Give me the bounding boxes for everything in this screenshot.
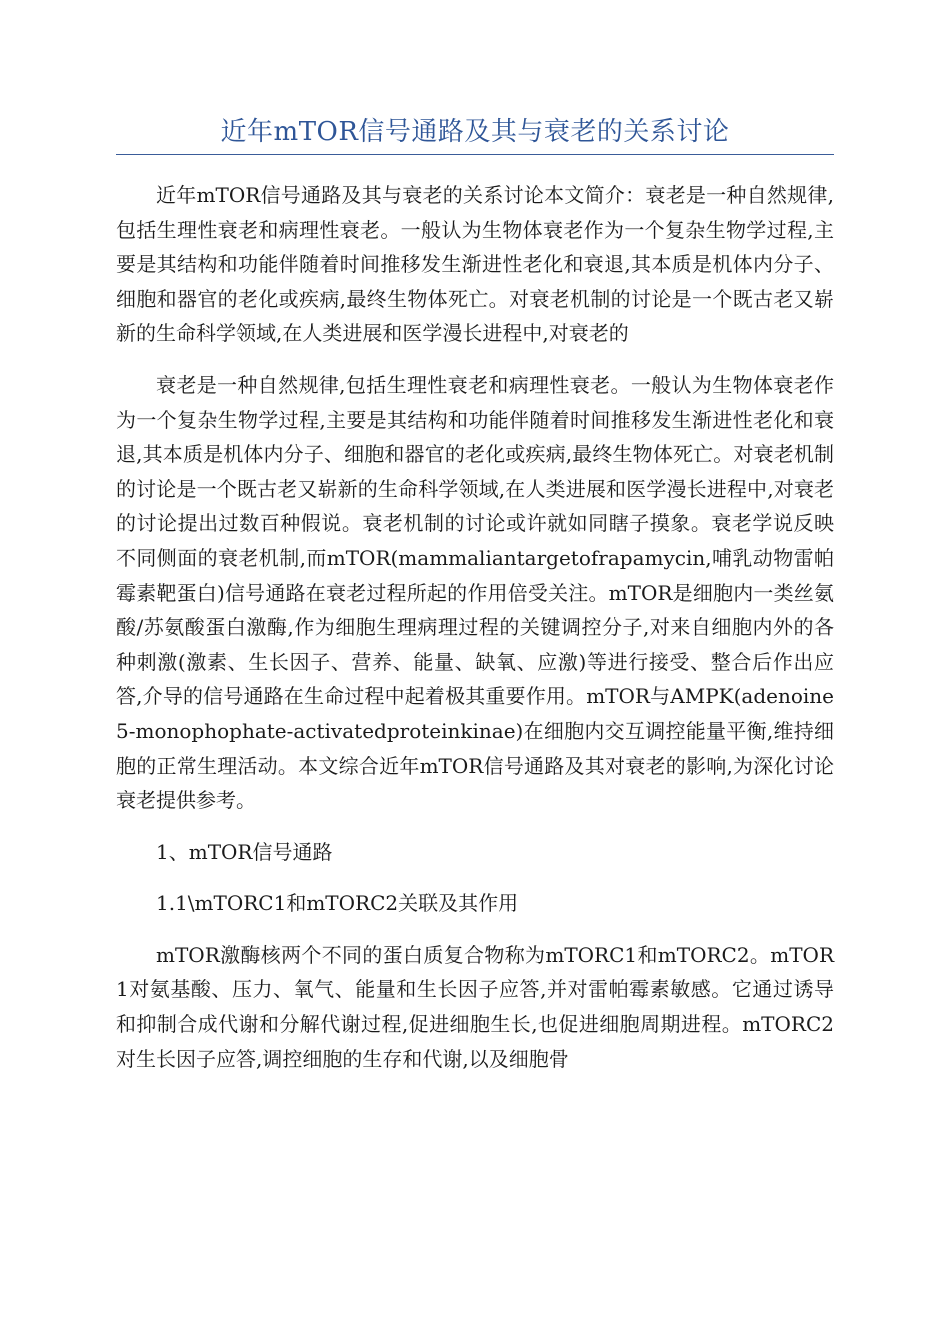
title-underline bbox=[116, 154, 834, 155]
subsection-heading: 1.1\mTORC1和mTORC2关联及其作用 bbox=[156, 891, 519, 916]
body-paragraph: 衰老是一种自然规律,包括生理性衰老和病理性衰老。一般认为生物体衰老作为一个复杂生物学过程,主要是其结构和功能伴随着时间推移发生渐进性老化和衰退,其本质是机体内分子、细胞和器官的老化或疾病,最终生物体死亡。对衰老机制的讨论是一个既古老又崭新的生命科学领域,在人类进展和医学漫长进程中,对衰老的讨论提出过数百种假说。衰老机制的讨论或许就如同瞎子摸象。衰老学说反映不同侧面的衰老机制,而mTOR(mammaliantargetofrapamycin,哺乳动物雷帕霉素靶蛋白)信号通路在衰老过程所起的作用倍受关注。mTOR是细胞内一类丝氨酸/苏氨酸蛋白激酶,作为细胞生理病理过程的关键调控分子,对来自细胞内外的各种刺激(激素、生长因子、营养、能量、缺氧、应激)等进行接受、整合后作出应答,介导的信号通路在生命过程中起着极其重要作用。mTOR与AMPK(adenoine5-monophophate-activatedproteinkinae)在细胞内交互调控能量平衡,维持细胞的正常生理活动。本文综合近年mTOR信号通路及其对衰老的影响,为深化讨论衰老提供参考。 bbox=[116, 372, 834, 813]
document-body bbox=[116, 178, 834, 1093]
section-heading: 1、mTOR信号通路 bbox=[156, 839, 333, 864]
document-title: 近年mTOR信号通路及其与衰老的关系讨论 bbox=[220, 117, 730, 147]
intro-paragraph: 近年mTOR信号通路及其与衰老的关系讨论本文简介：衰老是一种自然规律,包括生理性衰老和病理性衰老。一般认为生物体衰老作为一个复杂生物学过程,主要是其结构和功能伴随着时间推移发生渐进性老化和衰退,其本质是机体内分子、细胞和器官的老化或疾病,最终生物体死亡。对衰老机制的讨论是一个既古老又崭新的生命科学领域,在人类进展和医学漫长进程中,对衰老的 bbox=[116, 183, 834, 346]
body-paragraph-final: mTOR激酶核两个不同的蛋白质复合物称为mTORC1和mTORC2。mTOR1对氨基酸、压力、氧气、能量和生长因子应答,并对雷帕霉素敏感。它通过诱导和抑制合成代谢和分解代谢过程,促进细胞生长,也促进细胞周期进程。mTORC2对生长因子应答,调控细胞的生存和代谢,以及细胞骨 bbox=[116, 942, 834, 1071]
